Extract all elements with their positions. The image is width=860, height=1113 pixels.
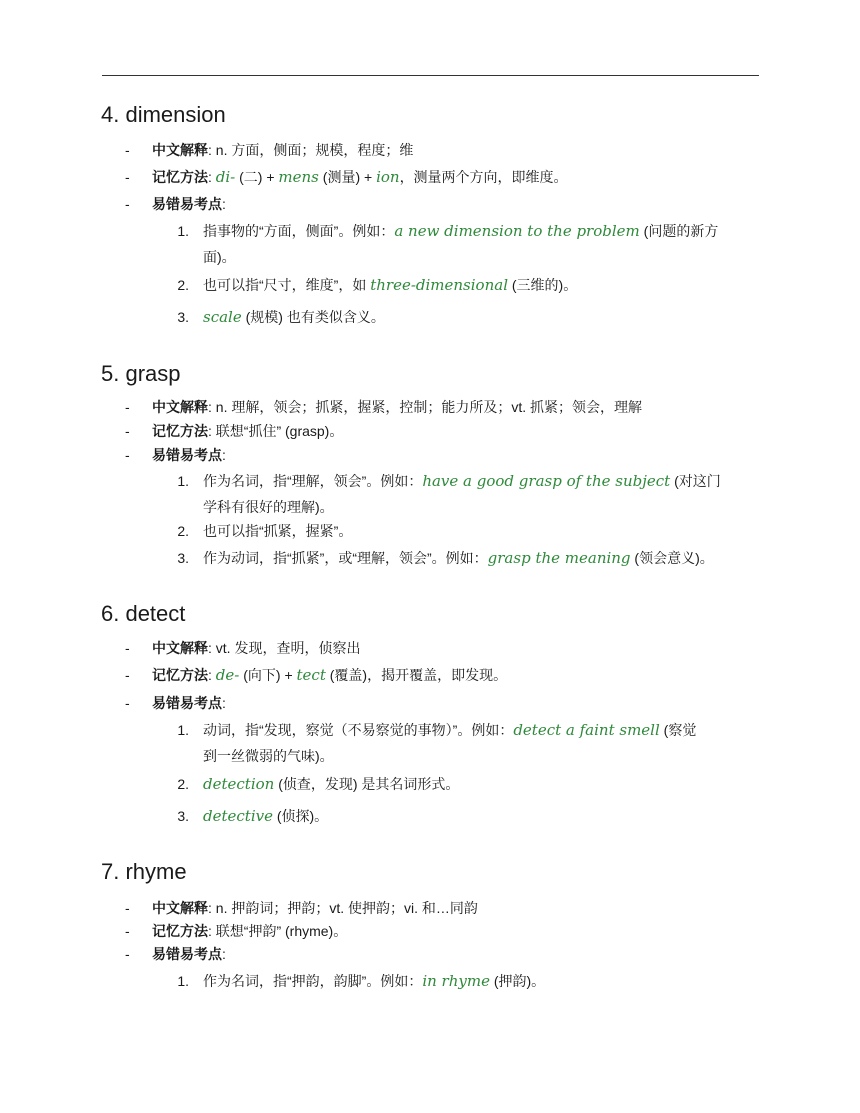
item-number: 3. — [177, 309, 189, 325]
points-label: 易错易考点 — [152, 695, 222, 711]
points-label: 易错易考点 — [152, 946, 222, 962]
memory-label: 记忆方法 — [152, 423, 208, 439]
meaning-label: 中文解释 — [152, 399, 208, 415]
entry-title: 7. rhyme — [101, 859, 187, 884]
entry-title: 6. detect — [101, 601, 186, 626]
bullet-dash: - — [125, 423, 130, 439]
bullet-dash: - — [125, 399, 130, 415]
example-phrase: a new dimension to the problem — [394, 222, 640, 240]
meaning-text: : n. 理解，领会；抓紧，握紧，控制；能力所及；vt. 抓紧；领会，理解 — [208, 399, 643, 415]
points-label: 易错易考点 — [152, 447, 222, 463]
memory-label: 记忆方法 — [152, 667, 208, 683]
item-number: 3. — [177, 550, 189, 566]
bullet-dash: - — [125, 640, 130, 656]
item-number: 1. — [177, 973, 189, 989]
example-phrase: grasp the meaning — [487, 549, 631, 567]
item-number: 1. — [177, 722, 189, 738]
example-phrase: detective — [203, 807, 273, 825]
entry-title: 4. dimension — [101, 102, 226, 127]
item-number: 1. — [177, 223, 189, 239]
example-phrase: three-dimensional — [370, 276, 508, 294]
bullet-dash: - — [125, 142, 130, 158]
document-page: 4. dimension - 中文解释: n. 方面，侧面；规模，程度；维 - 记忆方法: di- (二) + mens (测量) + ion，测量两个方向，即维度。 - 易错易考点: 1. 指事物的“方面，侧面”。例如：a new dimension to the problem (问题的新方 面)。 2. 也可以指“尺寸，维度”，如 three-dimensional (三维的)。 3. scale (规模) 也有类似含义。 5. grasp - 中文解释: n. 理解，领会；抓紧，握紧，控制；能力所及；vt. 抓紧；领会，理解 - 记忆方法: 联想“抓住” (grasp)。 - 易错易考点: 1. 作为名词，指“理解，领会”。例如：have a good grasp of the subject (对这门 学科有很好的理解)。 2. 也可以指“抓紧，握紧”。 3. 作为动词，指“抓紧”，或“理解，领会”。例如：grasp the meaning (领会意义)。 6. detect - 中文解释: vt. 发现，查明，侦察出 - 记忆方法: de- (向下) + tect (覆盖)，揭开覆盖，即发现。 - 易错易考点: 1. 动词，指“发现，察觉（不易察觉的事物）”。例如：detect a faint smell (察觉 到一丝微弱的气味)。 2. detection (侦查，发现) 是其名词形式。 3. detective (侦探)。 7. rhyme - 中文解释: n. 押韵词；押韵；vt. 使押韵；vi. 和…同韵 - 记忆方法: 联想“押韵” (rhyme)。 - 易错易考点: 1. 作为名词，指“押韵，韵脚”。例如：in rhyme (押韵)。 — [0, 0, 860, 1113]
bullet-dash: - — [125, 923, 130, 939]
memory-text: : 联想“押韵” (rhyme)。 — [208, 923, 348, 939]
meaning-label: 中文解释 — [152, 900, 208, 916]
bullet-dash: - — [125, 695, 130, 711]
bullet-dash: - — [125, 667, 130, 683]
meaning-label: 中文解释 — [152, 640, 208, 656]
example-phrase: scale — [203, 308, 242, 326]
item-number: 2. — [177, 523, 189, 539]
example-phrase: in rhyme — [422, 972, 490, 990]
morpheme: mens — [278, 168, 319, 186]
item-number: 3. — [177, 808, 189, 824]
bullet-dash: - — [125, 946, 130, 962]
bullet-dash: - — [125, 196, 130, 212]
bullet-dash: - — [125, 447, 130, 463]
meaning-text: : n. 押韵词；押韵；vt. 使押韵；vi. 和…同韵 — [208, 900, 478, 916]
memory-label: 记忆方法 — [152, 169, 208, 185]
header-divider — [102, 75, 759, 76]
memory-text: : 联想“抓住” (grasp)。 — [208, 423, 344, 439]
points-label: 易错易考点 — [152, 196, 222, 212]
meaning-text: : vt. 发现，查明，侦察出 — [208, 640, 361, 656]
example-phrase: detection — [203, 775, 275, 793]
example-phrase: have a good grasp of the subject — [422, 472, 671, 490]
item-number: 1. — [177, 473, 189, 489]
morpheme: ion — [376, 168, 400, 186]
morpheme: di- — [215, 168, 236, 186]
entry-title: 5. grasp — [101, 361, 181, 386]
memory-label: 记忆方法 — [152, 923, 208, 939]
bullet-dash: - — [125, 169, 130, 185]
bullet-dash: - — [125, 900, 130, 916]
item-number: 2. — [177, 277, 189, 293]
meaning-text: : n. 方面，侧面；规模，程度；维 — [208, 142, 414, 158]
item-number: 2. — [177, 776, 189, 792]
meaning-label: 中文解释 — [152, 142, 208, 158]
morpheme: de- — [215, 666, 240, 684]
example-phrase: detect a faint smell — [513, 721, 660, 739]
morpheme: tect — [296, 666, 326, 684]
